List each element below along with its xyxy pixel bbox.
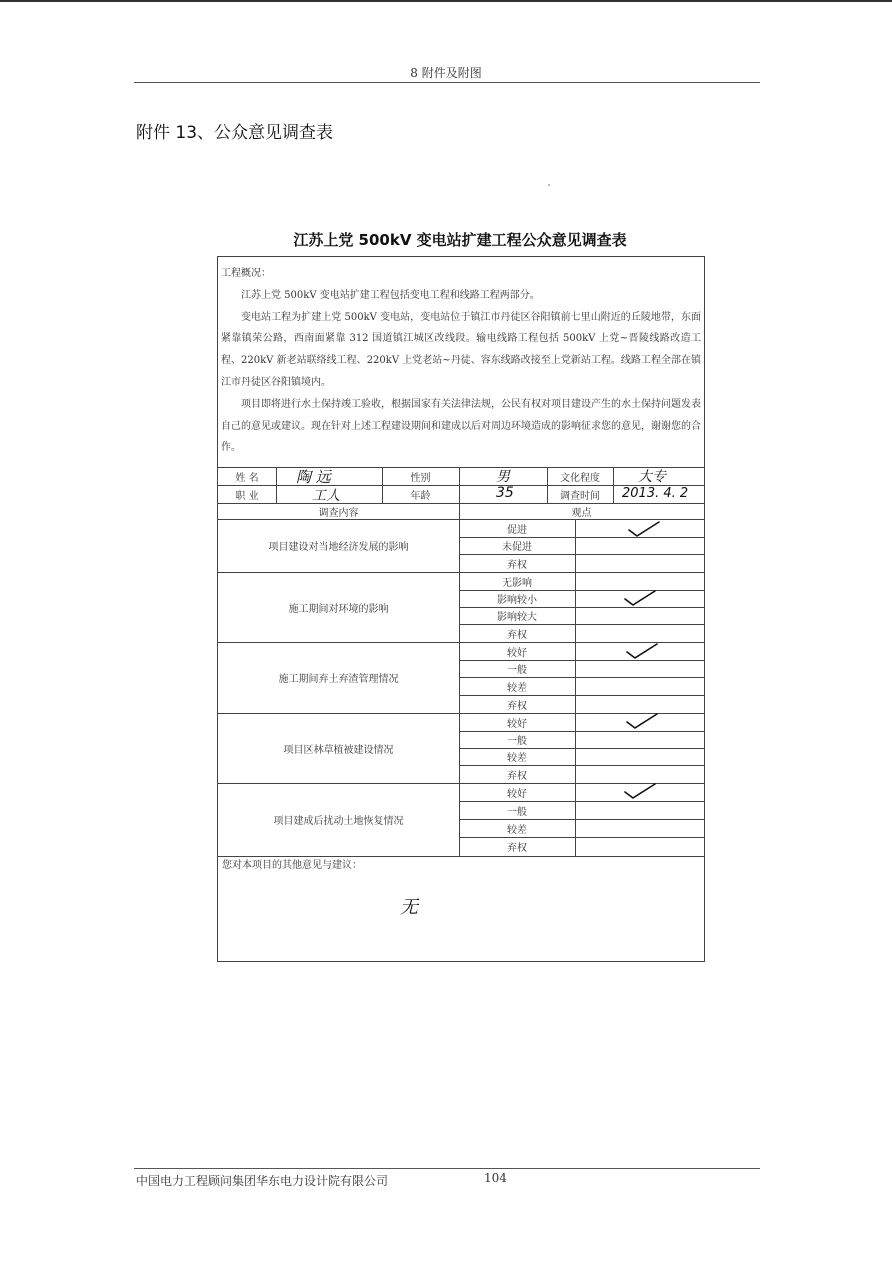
option-label: 较差 bbox=[507, 682, 527, 694]
section-header: 8 附件及附图 bbox=[410, 66, 482, 80]
content-header: 调查内容 bbox=[318, 507, 359, 519]
option-label: 一般 bbox=[507, 665, 527, 676]
checkmark-icon bbox=[622, 588, 658, 608]
scan-speck bbox=[548, 184, 550, 186]
overview-title: 工程概况： bbox=[221, 268, 271, 279]
option-label: 未促进 bbox=[502, 542, 532, 553]
suggestion-answer: 无 bbox=[400, 897, 418, 918]
checkmark-icon bbox=[624, 641, 660, 661]
age-label: 年龄 bbox=[410, 490, 431, 502]
option-label: 弃权 bbox=[507, 629, 527, 641]
overview-paragraph: 项目即将进行水土保持竣工验收，根据国家有关法律法规，公民有权对项目建设产生的水土保持问题发表自己的意见或建议。现在针对上述工程建设期间和建成以后对周边环境造成的影响征求您的意见，谢谢您的合作。 bbox=[221, 398, 701, 454]
option-label: 弃权 bbox=[507, 843, 527, 854]
footer-organization: 中国电力工程顾问集团华东电力设计院有限公司 bbox=[136, 1174, 389, 1188]
option-label: 一般 bbox=[507, 736, 527, 747]
age-value: 35 bbox=[496, 485, 514, 501]
option-label: 影响较小 bbox=[497, 595, 537, 606]
header-rule bbox=[134, 82, 760, 83]
suggestion-label: 您对本项目的其他意见与建议： bbox=[222, 860, 362, 871]
checkmark-icon bbox=[626, 519, 662, 539]
gender-value: 男 bbox=[496, 469, 510, 485]
occupation-label: 职 业 bbox=[235, 490, 259, 502]
option-label: 较好 bbox=[507, 788, 527, 800]
question-label: 项目建成后扰动土地恢复情况 bbox=[273, 816, 404, 827]
page-heading: 附件 13、公众意见调查表 bbox=[136, 123, 334, 143]
overview-paragraph: 江苏上党 500kV 变电站扩建工程包括变电工程和线路工程两部分。 bbox=[241, 289, 540, 301]
option-label: 影响较大 bbox=[497, 612, 537, 623]
opinion-header: 观点 bbox=[571, 507, 592, 519]
form-title: 江苏上党 500kV 变电站扩建工程公众意见调查表 bbox=[293, 231, 627, 249]
grid-line bbox=[276, 467, 277, 503]
grid-line bbox=[218, 467, 704, 468]
option-label: 无影响 bbox=[502, 577, 532, 589]
option-label: 一般 bbox=[507, 806, 527, 818]
survey-time-label: 调查时间 bbox=[560, 490, 600, 502]
survey-time-value: 2013. 4. 2 bbox=[622, 486, 689, 501]
name-label: 姓 名 bbox=[235, 472, 259, 484]
option-label: 较好 bbox=[507, 718, 527, 730]
gender-label: 性别 bbox=[410, 472, 431, 484]
question-label: 施工期间对环境的影响 bbox=[288, 603, 389, 615]
option-label: 弃权 bbox=[507, 770, 527, 782]
question-label: 项目建设对当地经济发展的影响 bbox=[268, 542, 409, 553]
footer-rule bbox=[134, 1168, 760, 1169]
option-label: 弃权 bbox=[507, 700, 527, 712]
top-border bbox=[0, 0, 892, 2]
option-label: 弃权 bbox=[507, 559, 527, 571]
name-value: 陶 远 bbox=[296, 468, 331, 486]
overview-paragraph: 变电站工程为扩建上党 500kV 变电站，变电站位于镇江市丹徒区谷阳镇前七里山附近的丘陵地带，东面紧靠镇荣公路，西南面紧靠 312 国道镇江城区改线段。输电线路工程包括 500kV 上党~晋陵线路改造工程、220kV 新老站联络线工程、220kV 上党老站~丹徒、容东线路改接至上党新站工程。线路工程全部在镇江市丹徒区谷阳镇境内。 bbox=[221, 311, 701, 388]
checkmark-icon bbox=[624, 711, 660, 731]
grid-line bbox=[575, 519, 576, 856]
option-label: 较差 bbox=[507, 824, 527, 836]
question-label: 施工期间弃土弃渣管理情况 bbox=[278, 674, 399, 685]
education-value: 大专 bbox=[638, 469, 666, 485]
education-label: 文化程度 bbox=[560, 472, 600, 484]
grid-line bbox=[459, 467, 460, 503]
occupation-value: 工人 bbox=[312, 488, 340, 504]
option-label: 较差 bbox=[507, 753, 527, 764]
survey-form bbox=[217, 256, 705, 962]
grid-line bbox=[613, 467, 614, 503]
question-label: 项目区林草植被建设情况 bbox=[283, 744, 394, 756]
project-overview bbox=[221, 263, 701, 459]
checkmark-icon bbox=[622, 781, 658, 801]
page-number: 104 bbox=[484, 1171, 507, 1185]
option-label: 促进 bbox=[507, 524, 527, 536]
option-label: 较好 bbox=[507, 647, 527, 659]
